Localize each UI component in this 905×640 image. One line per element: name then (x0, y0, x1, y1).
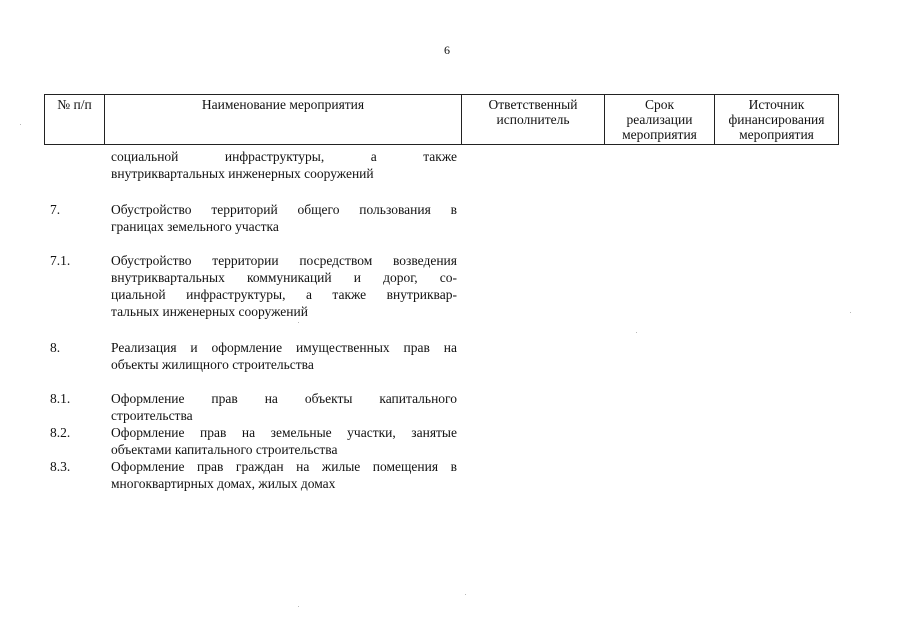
column-header-name: Наименование мероприятия (105, 95, 462, 145)
row-text-line: объекты жилищного строительства (111, 357, 314, 372)
row-number: 8.2. (50, 425, 71, 440)
row-text-line: объектами капитального строительства (111, 442, 338, 457)
list-item (111, 201, 457, 235)
column-header-source-line: мероприятия (739, 127, 814, 142)
row-text-line: Обустройство территорий общего пользования в (111, 202, 457, 217)
row-number: 7.1. (50, 253, 71, 268)
list-item-continuation (111, 148, 457, 182)
column-header-source-line: Источник (748, 97, 805, 112)
row-text-line: социальной инфраструктуры, а также (111, 149, 457, 164)
row-text-line: внутриквартальных инженерных сооружений (111, 166, 374, 181)
column-header-term-line: реализации (626, 112, 693, 127)
row-text-line: Обустройство территории посредством возведения (111, 253, 457, 268)
row-text-line: строительства (111, 408, 193, 423)
row-text-line: тальных инженерных сооружений (111, 304, 308, 319)
scan-speck (20, 124, 21, 125)
column-header-responsible-line: исполнитель (496, 112, 570, 127)
column-header-term-line: Срок (644, 97, 675, 112)
column-header-term-line: мероприятия (622, 127, 697, 142)
row-number: 8.3. (50, 459, 71, 474)
scan-speck (298, 606, 299, 607)
row-text-line: Оформление прав на земельные участки, занятые (111, 425, 457, 440)
column-header-source-line: финансирования (728, 112, 825, 127)
row-text-line: внутриквартальных коммуникаций и дорог, со- (111, 270, 457, 285)
row-text-line: Оформление прав граждан на жилые помещения в (111, 459, 457, 474)
row-text-line: границах земельного участка (111, 219, 279, 234)
row-number: 8.1. (50, 391, 71, 406)
row-text-line: Реализация и оформление имущественных прав на (111, 340, 457, 355)
list-item (111, 424, 457, 458)
scan-speck (465, 594, 466, 595)
list-item (111, 390, 457, 424)
scan-speck (850, 312, 851, 313)
row-text-line: циальной инфраструктуры, а также внутриквар- (111, 287, 457, 302)
list-item (111, 339, 457, 373)
row-number: 8. (50, 340, 61, 355)
column-header-number: № п/п (45, 95, 105, 145)
list-item (111, 458, 457, 492)
row-number: 7. (50, 202, 61, 217)
row-text-line: Оформление прав на объекты капитального (111, 391, 457, 406)
page-number: 6 (444, 43, 450, 57)
column-header-responsible-line: Ответственный (488, 97, 578, 112)
scan-speck (298, 322, 299, 323)
row-text-line: многоквартирных домах, жилых домах (111, 476, 336, 491)
scan-speck (636, 332, 637, 333)
list-item (111, 252, 457, 320)
